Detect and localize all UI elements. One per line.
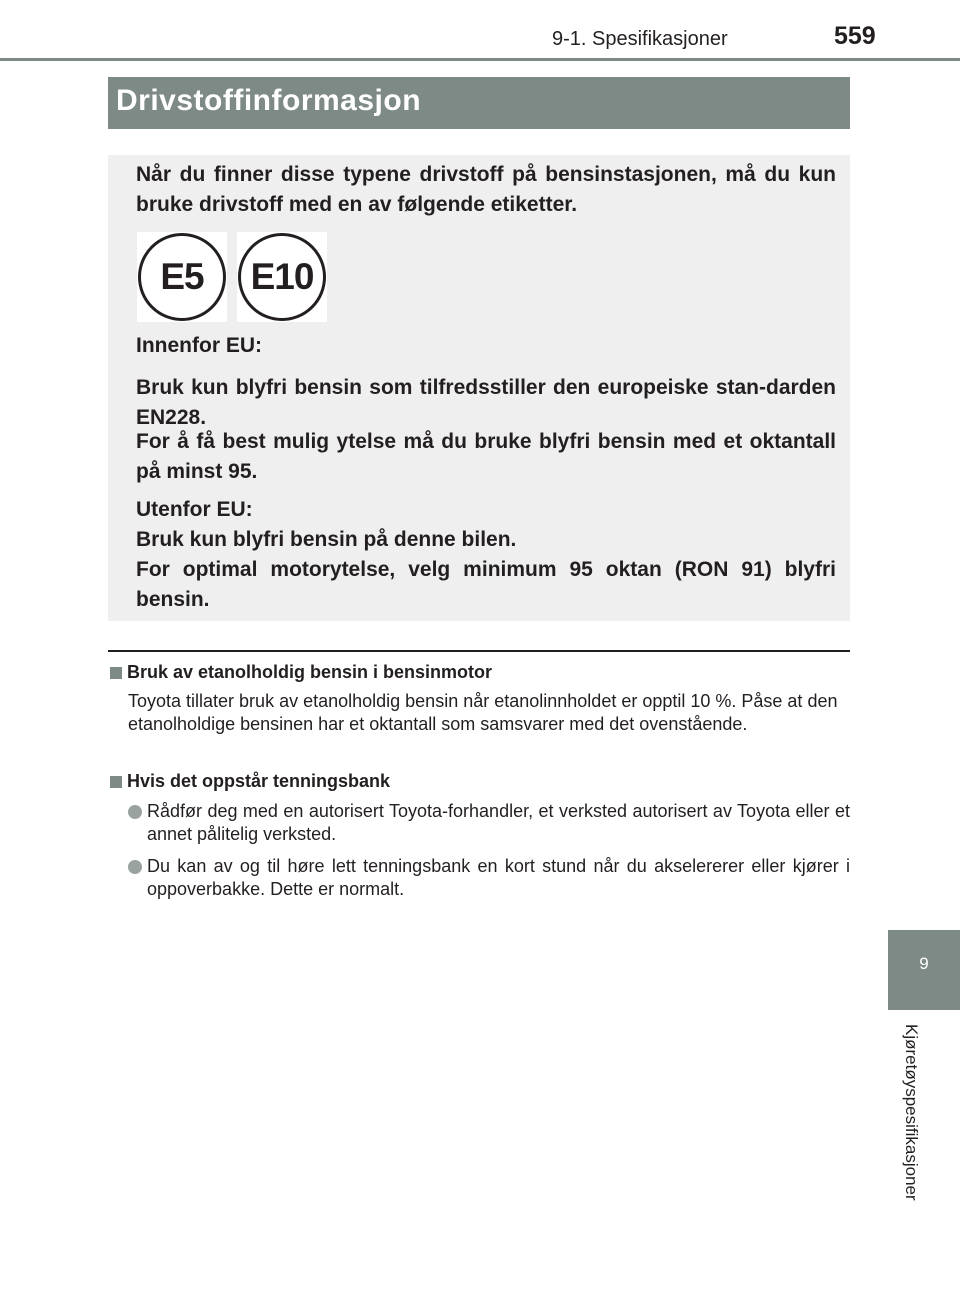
chapter-number: 9 [919,954,929,973]
eu-octane-text: For å få best mulig ytelse må du bruke blyfri bensin med et oktantall på minst 95. [136,430,836,483]
header-divider [0,58,960,61]
fuel-label-e5 [137,232,227,322]
eu-standard-text: Bruk kun blyfri bensin som tilfredsstiller den europeiske stan-darden EN228. [136,376,836,429]
header-section-title: 9-1. Spesifikasjoner [552,28,728,50]
square-bullet-icon [110,667,122,679]
page-title: Drivstoffinformasjon [116,84,422,117]
page-number: 559 [834,22,876,50]
circle-bullet-icon [128,805,142,819]
chapter-tab [888,930,960,1010]
ethanol-body-text: Toyota tillater bruk av etanolholdig bensin når etanolinnholdet er opptil 10 %. Påse at den etanolholdige bensinen har et oktantall som samsvarer med det ovenstående. [128,691,838,734]
section-heading-ethanol-text: Bruk av etanolholdig bensin i bensinmotor [127,662,493,682]
list-item-text: Du kan av og til høre lett tenningsbank en kort stund når du akselererer eller kjører i oppoverbakke. Dette er normalt. [147,856,850,899]
list-item [128,855,850,901]
square-bullet-icon [110,776,122,788]
section-divider [108,650,850,652]
section-heading-knocking [110,771,390,792]
list-item-text: Rådfør deg med en autorisert Toyota-forhandler, et verksted autorisert av Toyota eller et annet pålitelig verksted. [147,801,850,844]
section-heading-ethanol [110,662,492,683]
section-heading-knocking-text: Hvis det oppstår tenningsbank [127,771,391,791]
non-eu-unleaded-text: Bruk kun blyfri bensin på denne bilen. [136,528,517,551]
fuel-intro-text: Når du finner disse typene drivstoff på bensinstasjonen, må du kun bruke drivstoff med en av følgende etiketter. [136,163,836,216]
eu-heading: Innenfor EU: [136,334,262,357]
non-eu-heading: Utenfor EU: [136,498,253,521]
fuel-label-e10-circle: E10 [238,233,326,321]
non-eu-octane-text: For optimal motorytelse, velg minimum 95 oktan (RON 91) blyfri bensin. [136,558,836,611]
fuel-info-box [108,155,850,621]
fuel-label-e10 [237,232,327,322]
chapter-label: Kjøretøyspesifikasjoner [902,1024,921,1201]
list-item [128,800,850,846]
fuel-label-e5-circle: E5 [138,233,226,321]
circle-bullet-icon [128,860,142,874]
title-bar [108,77,850,129]
